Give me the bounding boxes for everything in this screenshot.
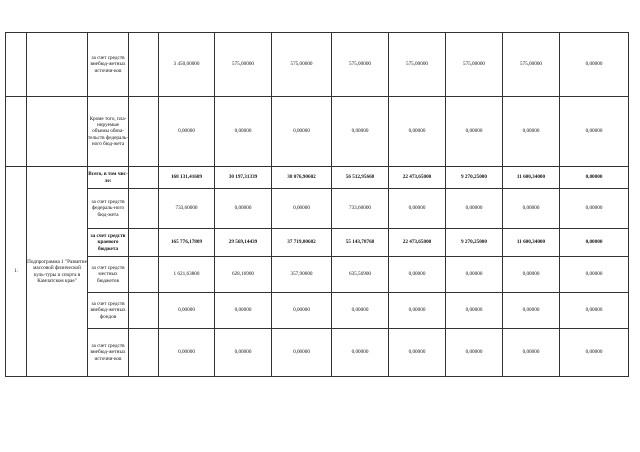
amount-cell: 38 076,90602 [272,167,332,189]
amount-cell: 0,00000 [272,97,332,167]
funding-source-cell: за счет средств краевого бюджета [88,229,129,257]
amount-cell: 37 719,00602 [272,229,332,257]
empty-cell [129,189,159,229]
amount-cell: 0,00000 [389,293,446,329]
amount-cell: 0,00000 [560,229,629,257]
amount-cell: 0,00000 [215,293,272,329]
amount-cell: 733,60000 [159,189,215,229]
amount-cell: 0,00000 [389,329,446,377]
amount-cell: 0,00000 [272,293,332,329]
funding-source-cell: за счет средств местных бюджетов [88,257,129,293]
empty-cell [129,97,159,167]
amount-cell: 575,00000 [215,33,272,97]
funding-source-cell: за счет средств внебюд-жетных источни-ков [88,33,129,97]
amount-cell: 0,00000 [446,257,503,293]
amount-cell: 0,00000 [446,293,503,329]
empty-cell [6,97,27,167]
empty-cell [129,293,159,329]
funding-source-cell: за счет средств федераль-ного бюд-жета [88,189,129,229]
row-number: 1. [6,167,27,377]
table-row [6,189,629,229]
amount-cell: 0,00000 [503,257,560,293]
amount-cell: 0,00000 [215,189,272,229]
amount-cell: 0,00000 [332,293,389,329]
amount-cell: 0,00000 [446,189,503,229]
amount-cell: 0,00000 [503,97,560,167]
table-row [6,167,629,189]
table-row [6,97,629,167]
amount-cell: 0,00000 [159,293,215,329]
amount-cell: 55 143,78768 [332,229,389,257]
amount-cell: 0,00000 [332,97,389,167]
empty-cell [6,33,27,97]
amount-cell: 165 776,17809 [159,229,215,257]
amount-cell: 575,00000 [446,33,503,97]
amount-cell: 0,00000 [446,97,503,167]
amount-cell: 0,00000 [503,189,560,229]
amount-cell: 0,00000 [272,189,332,229]
amount-cell: 635,56900 [332,257,389,293]
funding-source-cell: Всего, в том чис-ле: [88,167,129,189]
amount-cell: 1 621,63800 [159,257,215,293]
amount-cell: 22 473,65000 [389,229,446,257]
amount-cell: 0,00000 [272,329,332,377]
table-row [6,33,629,97]
amount-cell: 0,00000 [159,329,215,377]
amount-cell: 0,00000 [560,167,629,189]
amount-cell: 9 270,25000 [446,167,503,189]
amount-cell: 575,00000 [503,33,560,97]
amount-cell: 22 473,65000 [389,167,446,189]
funding-source-cell: за счет средств внебюд-жетных фондов [88,293,129,329]
amount-cell: 168 131,41609 [159,167,215,189]
funding-source-cell: Кроме того, пла-нируемые объемы обяза-тельств федераль-ного бюд-жета [88,97,129,167]
amount-cell: 29 569,14439 [215,229,272,257]
subprogram-title: Подпрограмма 1 "Развитие массовой физической куль-туры и спорта в Камчатском крае" [27,167,88,377]
budget-table [5,32,629,377]
amount-cell: 56 512,95668 [332,167,389,189]
amount-cell: 30 197,31339 [215,167,272,189]
funding-source-cell: за счет средств внебюд-жетных источни-ков [88,329,129,377]
amount-cell: 575,00000 [272,33,332,97]
amount-cell: 733,60000 [332,189,389,229]
empty-cell [129,33,159,97]
amount-cell: 0,00000 [560,33,629,97]
amount-cell: 0,00000 [446,329,503,377]
empty-cell [129,229,159,257]
amount-cell: 11 600,34000 [503,167,560,189]
amount-cell: 0,00000 [503,293,560,329]
amount-cell: 0,00000 [560,257,629,293]
empty-cell [27,97,88,167]
amount-cell: 0,00000 [560,329,629,377]
amount-cell: 9 270,25000 [446,229,503,257]
amount-cell: 0,00000 [332,329,389,377]
amount-cell: 0,00000 [560,189,629,229]
amount-cell: 0,00000 [389,97,446,167]
empty-cell [129,167,159,189]
amount-cell: 575,00000 [389,33,446,97]
amount-cell: 575,00000 [332,33,389,97]
amount-cell: 0,00000 [560,97,629,167]
empty-cell [129,329,159,377]
amount-cell: 0,00000 [560,293,629,329]
amount-cell: 0,00000 [389,257,446,293]
empty-cell [27,33,88,97]
table-row [6,229,629,257]
amount-cell: 0,00000 [503,329,560,377]
amount-cell: 357,90000 [272,257,332,293]
amount-cell: 0,00000 [215,97,272,167]
amount-cell: 628,16900 [215,257,272,293]
amount-cell: 0,00000 [159,97,215,167]
table-row [6,257,629,293]
amount-cell: 11 600,34000 [503,229,560,257]
amount-cell: 0,00000 [389,189,446,229]
table-row [6,293,629,329]
amount-cell: 3 450,00000 [159,33,215,97]
amount-cell: 0,00000 [215,329,272,377]
table-row [6,329,629,377]
empty-cell [129,257,159,293]
